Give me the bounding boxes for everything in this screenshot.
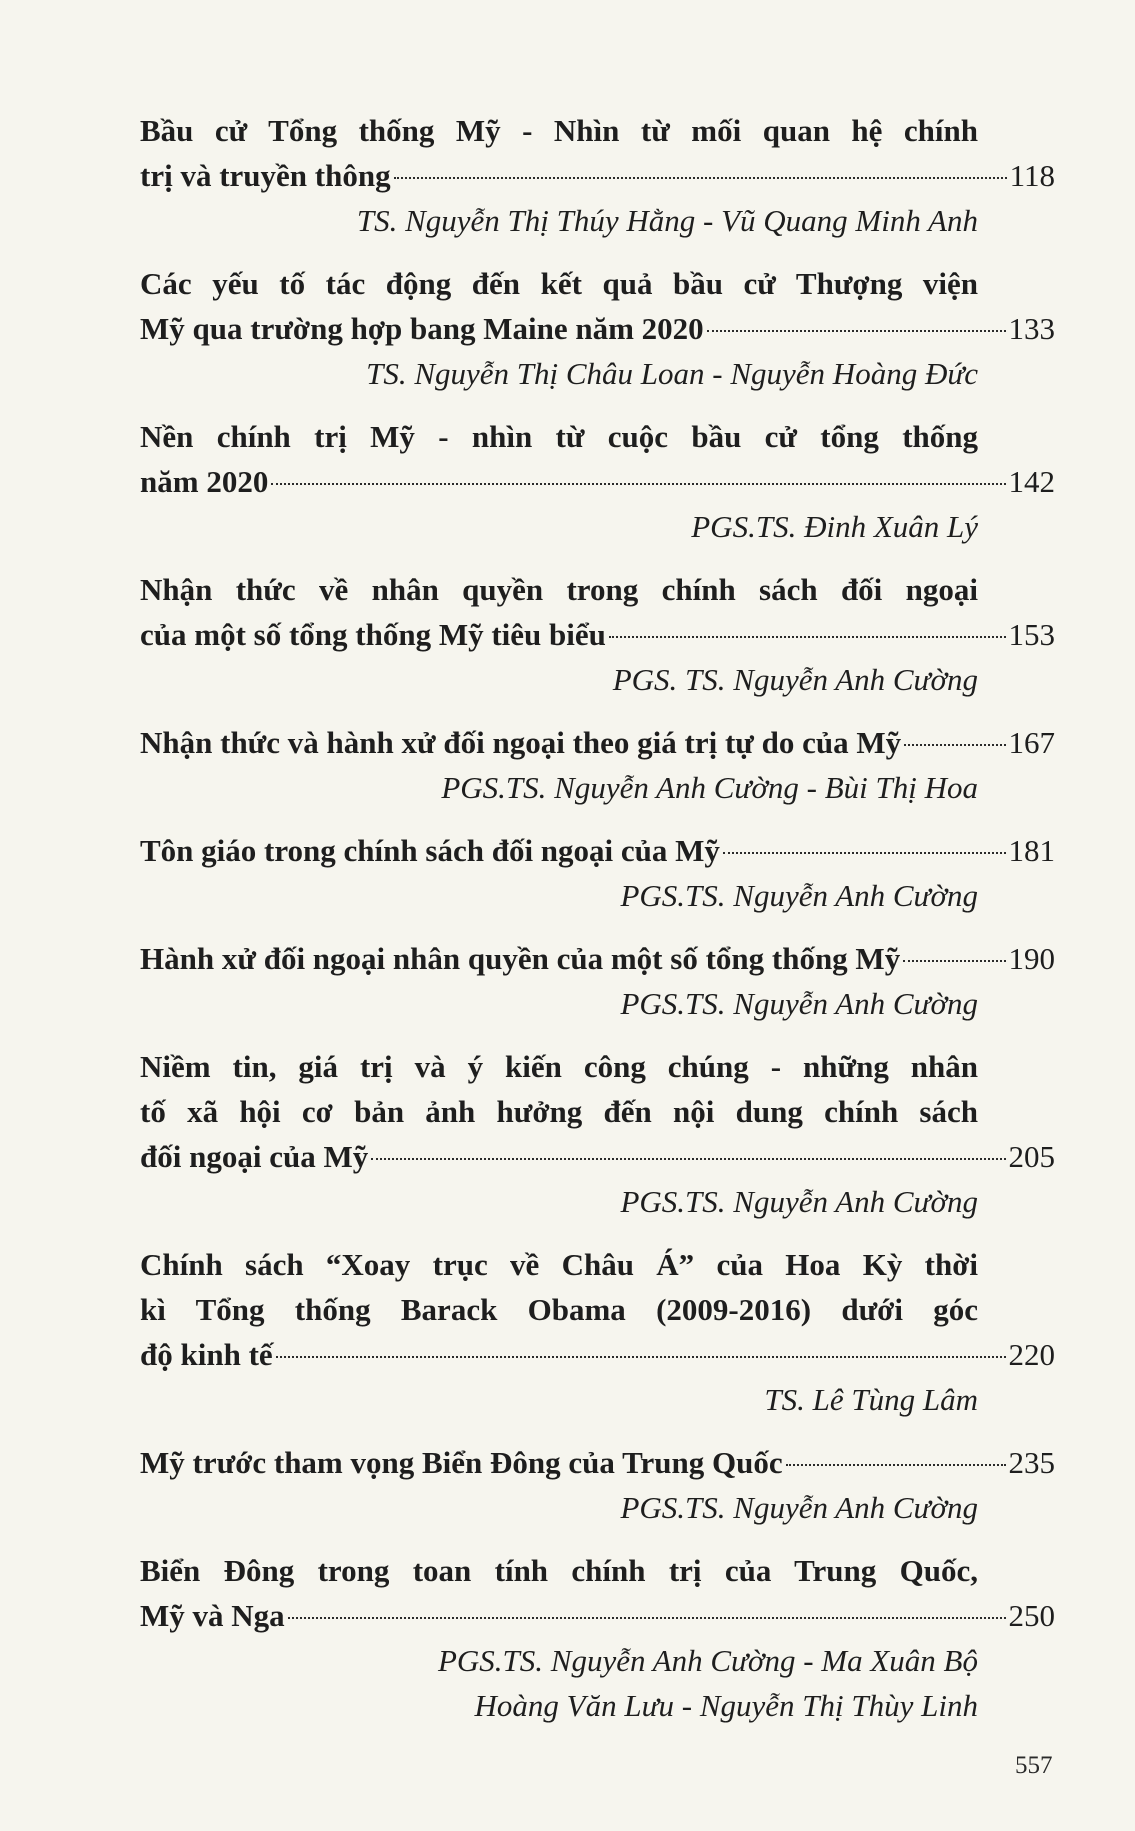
toc-entry-page-number: 167 <box>1008 725 1055 760</box>
toc-entry-author: PGS.TS. Nguyễn Anh Cường <box>620 1184 978 1219</box>
toc-entry-page-number: 205 <box>1008 1139 1055 1174</box>
toc-entry-title-line: Mỹ và Nga <box>140 1598 285 1633</box>
toc-entry-page-number: 133 <box>1008 311 1055 346</box>
dot-leader <box>276 1356 1006 1358</box>
toc-entry-author: TS. Nguyễn Thị Châu Loan - Nguyễn Hoàng Đức <box>366 356 978 391</box>
toc-entry-author: PGS.TS. Nguyễn Anh Cường - Ma Xuân Bộ <box>437 1643 978 1678</box>
toc-entry-title-line: Nhận thức về nhân quyền trong chính sách đối ngoại <box>140 572 978 607</box>
dot-leader <box>371 1158 1005 1160</box>
toc-entry[interactable] <box>140 720 1055 810</box>
toc-entry-last-line <box>140 612 1055 657</box>
toc-entry-page-number: 235 <box>1008 1445 1055 1480</box>
toc-entry-title-line: Chính sách “Xoay trục về Châu Á” của Hoa Kỳ thời <box>140 1247 978 1282</box>
toc-entry[interactable] <box>140 828 1055 918</box>
dot-leader <box>903 960 1005 962</box>
toc-entry-title-line: Biển Đông trong toan tính chính trị của Trung Quốc, <box>140 1553 978 1588</box>
dot-leader <box>786 1464 1006 1466</box>
toc-entry-title-line: Nhận thức và hành xử đối ngoại theo giá trị tự do của Mỹ <box>140 725 902 760</box>
toc-entry-last-line <box>140 1593 1055 1638</box>
dot-leader <box>288 1617 1006 1619</box>
toc-entry-page-number: 190 <box>1008 941 1055 976</box>
toc-entry[interactable] <box>140 1548 1055 1728</box>
toc-entry-author: TS. Lê Tùng Lâm <box>764 1382 978 1417</box>
toc-entry-author: PGS.TS. Đinh Xuân Lý <box>691 509 978 544</box>
dot-leader <box>707 330 1006 332</box>
toc-entry[interactable] <box>140 567 1055 702</box>
toc-entry[interactable] <box>140 414 1055 549</box>
toc-entry-page-number: 142 <box>1008 464 1055 499</box>
page-number: 557 <box>1015 1752 1053 1779</box>
toc-entry[interactable] <box>140 1044 1055 1224</box>
toc-entry-title-line: Nền chính trị Mỹ - nhìn từ cuộc bầu cử tổng thống <box>140 419 978 454</box>
toc-entry-last-line <box>140 459 1055 504</box>
dot-leader <box>271 483 1005 485</box>
toc-entry-title-line: Niềm tin, giá trị và ý kiến công chúng - những nhân <box>140 1049 978 1084</box>
toc-entry-page-number: 118 <box>1009 158 1055 193</box>
toc-entry-page-number: 153 <box>1008 617 1055 652</box>
toc-entry-title-line: đối ngoại của Mỹ <box>140 1139 369 1174</box>
dot-leader <box>723 852 1006 854</box>
toc-entry[interactable] <box>140 261 1055 396</box>
dot-leader <box>904 744 1005 746</box>
toc-entry-title-line: Các yếu tố tác động đến kết quả bầu cử Thượng viện <box>140 266 978 301</box>
toc-entry-last-line <box>140 1440 1055 1485</box>
table-of-contents <box>140 108 1055 1746</box>
toc-entry-last-line <box>140 1332 1055 1377</box>
toc-entry-page-number: 250 <box>1008 1598 1055 1633</box>
dot-leader <box>609 636 1006 638</box>
toc-entry-title-line: Tôn giáo trong chính sách đối ngoại của Mỹ <box>140 833 720 868</box>
toc-entry-last-line <box>140 153 1055 198</box>
toc-entry-title-line: Hành xử đối ngoại nhân quyền của một số tổng thống Mỹ <box>140 941 901 976</box>
toc-entry-author: PGS.TS. Nguyễn Anh Cường <box>620 878 978 913</box>
toc-entry-last-line <box>140 936 1055 981</box>
toc-entry-page-number: 181 <box>1008 833 1055 868</box>
toc-entry[interactable] <box>140 108 1055 243</box>
toc-entry-title-line: độ kinh tế <box>140 1337 273 1372</box>
toc-entry-title-line: của một số tổng thống Mỹ tiêu biểu <box>140 617 606 652</box>
toc-entry-last-line <box>140 1134 1055 1179</box>
toc-entry-author: PGS. TS. Nguyễn Anh Cường <box>612 662 978 697</box>
toc-entry-author: PGS.TS. Nguyễn Anh Cường <box>620 986 978 1021</box>
toc-entry-title-line: năm 2020 <box>140 464 269 499</box>
toc-entry-title-line: trị và truyền thông <box>140 158 391 193</box>
toc-entry-title-line: kì Tổng thống Barack Obama (2009-2016) dưới góc <box>140 1292 978 1327</box>
toc-entry-author: PGS.TS. Nguyễn Anh Cường - Bùi Thị Hoa <box>441 770 978 805</box>
toc-entry[interactable] <box>140 1242 1055 1422</box>
toc-entry-author: TS. Nguyễn Thị Thúy Hằng - Vũ Quang Minh Anh <box>356 203 978 238</box>
toc-entry[interactable] <box>140 1440 1055 1530</box>
toc-entry-title-line: Bầu cử Tổng thống Mỹ - Nhìn từ mối quan hệ chính <box>140 113 978 148</box>
toc-entry-title-line: Mỹ qua trường hợp bang Maine năm 2020 <box>140 311 704 346</box>
toc-entry-page-number: 220 <box>1008 1337 1055 1372</box>
toc-entry[interactable] <box>140 936 1055 1026</box>
toc-entry-author: Hoàng Văn Lưu - Nguyễn Thị Thùy Linh <box>474 1688 978 1723</box>
toc-entry-last-line <box>140 720 1055 765</box>
toc-entry-last-line <box>140 306 1055 351</box>
toc-entry-title-line: tố xã hội cơ bản ảnh hưởng đến nội dung chính sách <box>140 1094 978 1129</box>
toc-entry-title-line: Mỹ trước tham vọng Biển Đông của Trung Quốc <box>140 1445 783 1480</box>
toc-entry-last-line <box>140 828 1055 873</box>
toc-entry-author: PGS.TS. Nguyễn Anh Cường <box>620 1490 978 1525</box>
dot-leader <box>394 177 1007 179</box>
